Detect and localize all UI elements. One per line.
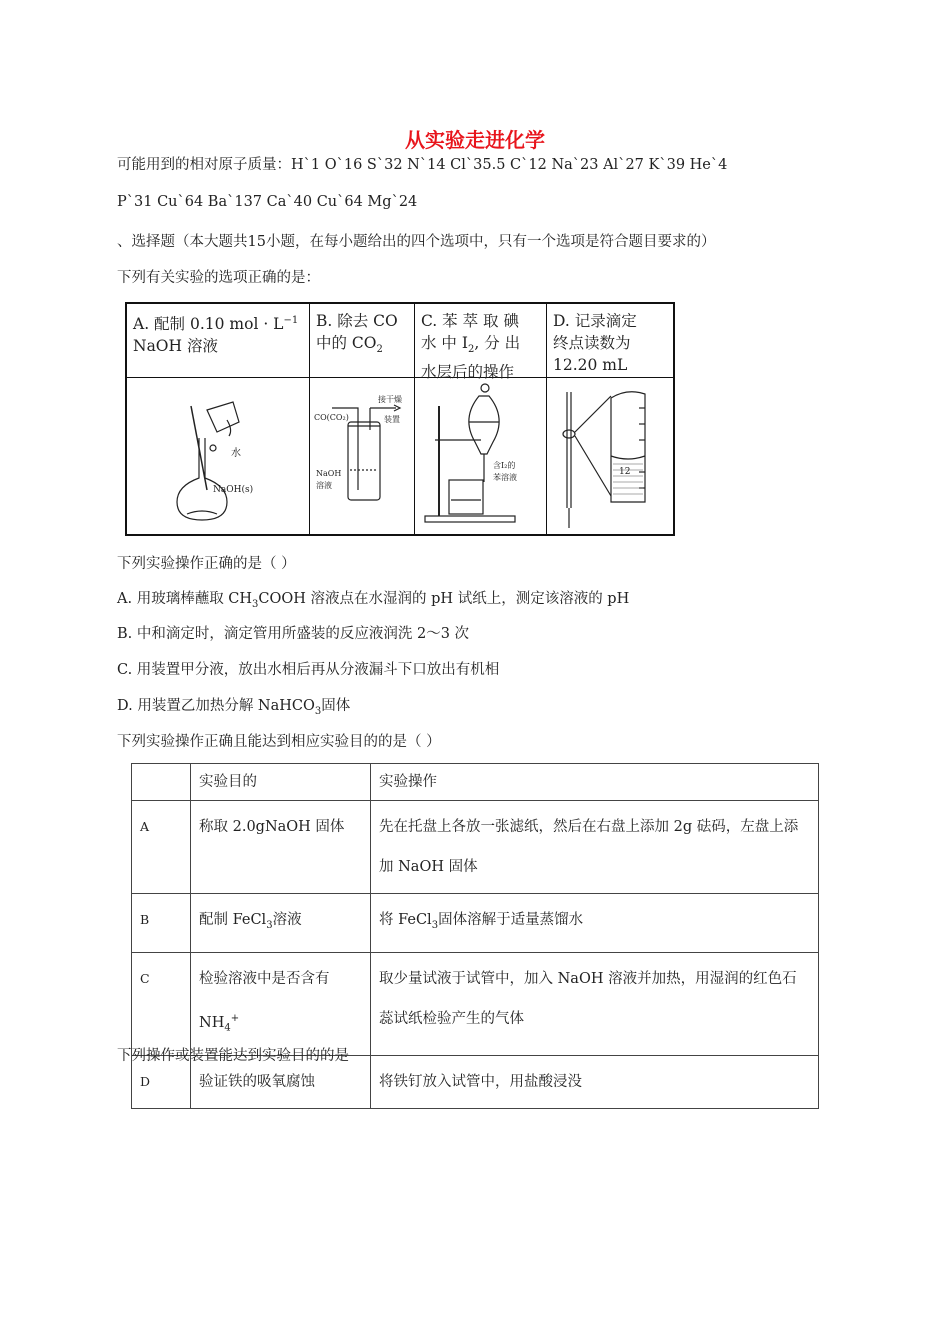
page-title: 从实验走进化学 (405, 128, 545, 152)
row-operation-post: 固体溶解于适量蒸馏水 (438, 912, 584, 928)
table-row (132, 801, 819, 894)
row-operation (371, 894, 819, 953)
table-row (132, 952, 819, 1055)
row-purpose-sub: 4 (224, 1022, 231, 1034)
option-c-line1: C. 苯 萃 取 碘 (421, 312, 519, 330)
section-heading: 、选择题（本大题共15小题，在每小题给出的四个选项中，只有一个选项是符合题目要求的） (117, 234, 716, 250)
atomic-mass-line-1: 可能用到的相对原子质量：H`1 O`16 S`32 N`14 Cl`35.5 C`12 Na`23 Al`27 K`39 He`4 (117, 157, 728, 173)
label-buret-12: 12 (619, 467, 631, 477)
row-purpose-post: 溶液 (272, 912, 302, 928)
q2-a-pre: A. 用玻璃棒蘸取 CH (117, 591, 253, 607)
buret-reading-figure (547, 378, 673, 534)
row-purpose: 称取 2.0gNaOH 固体 (191, 801, 371, 894)
row-operation: 先在托盘上各放一张滤纸，然后在右盘上添加 2g 砝码，左盘上添加 NaOH 固体 (371, 801, 819, 894)
option-c-line2: 水 中 I (421, 334, 468, 352)
header-cell-operation: 实验操作 (371, 764, 819, 801)
label-benzene-solution: 苯溶液 (493, 473, 517, 482)
row-purpose-pre: 配制 FeCl (199, 912, 267, 928)
gas-washing-bottle-figure (310, 378, 415, 534)
question-2-option-a (117, 587, 629, 610)
question-1-figure-table (125, 302, 675, 536)
q2-a-post: COOH 溶液点在水湿润的 pH 试纸上，测定该溶液的 pH (258, 591, 630, 607)
option-c-line3: 水层后的操作 (421, 363, 515, 382)
row-key: C (132, 952, 191, 1055)
option-c-cell (415, 304, 547, 382)
option-d-line2: 终点读数为 (553, 334, 631, 352)
row-purpose: 验证铁的吸氧腐蚀 (191, 1055, 371, 1108)
label-i2-benzene: 含I₂的 (493, 461, 516, 470)
row-key: D (132, 1055, 191, 1108)
volumetric-flask-figure (127, 378, 310, 534)
row-operation-pre: 将 FeCl (379, 912, 432, 928)
question-2-option-b: B. 中和滴定时，滴定管用所盛装的反应液润洗 2～3 次 (117, 626, 470, 642)
q2-d-post: 固体 (321, 698, 351, 714)
table-header-row (132, 764, 819, 801)
question-2-stem: 下列实验操作正确的是（ ） (117, 556, 296, 572)
option-c-sub: 2 (467, 344, 475, 356)
question-3-stem: 下列实验操作正确且能达到相应实验目的的是（ ） (117, 734, 441, 750)
option-b-line2: 中的 CO (316, 334, 377, 352)
label-naoh: NaOH (316, 469, 342, 478)
row-purpose-pre: 检验溶液中是否含有 NH (199, 970, 330, 1031)
row-key: B (132, 894, 191, 953)
q2-a-sub: 3 (252, 598, 259, 610)
option-a-sup: −1 (283, 315, 299, 326)
label-apparatus: 装置 (384, 415, 400, 424)
row-operation: 取少量试液于试管中，加入 NaOH 溶液并加热，用湿润的红色石蕊试纸检验产生的气体 (371, 952, 819, 1055)
label-co-co2: CO(CO₂) (314, 413, 349, 422)
q2-d-pre: D. 用装置乙加热分解 NaHCO (117, 698, 315, 714)
option-d-cell (547, 304, 673, 378)
option-c-line2-post: , 分 出 (474, 334, 521, 352)
row-operation: 将铁钉放入试管中，用盐酸浸没 (371, 1055, 819, 1108)
row-purpose-sub: 3 (266, 919, 273, 931)
table-row (132, 894, 819, 953)
question-4-stem: 下列操作或装置能达到实验目的的是 (117, 1048, 349, 1064)
option-b-sub: 2 (376, 344, 383, 356)
row-purpose (191, 952, 371, 1055)
row-purpose-sup: + (230, 1012, 240, 1024)
option-b-cell (310, 304, 415, 378)
label-solution: 溶液 (316, 481, 332, 490)
row-key: A (132, 801, 191, 894)
separatory-funnel-figure (415, 378, 547, 534)
label-naoh-solid: NaOH(s) (213, 485, 254, 495)
option-b-line1: B. 除去 CO (316, 312, 398, 330)
option-a-cell (127, 304, 310, 378)
row-operation-sub: 3 (431, 919, 439, 931)
option-d-line1: D. 记录滴定 (553, 312, 637, 330)
question-2-option-c: C. 用装置甲分液，放出水相后再从分液漏斗下口放出有机相 (117, 662, 500, 678)
question-1-stem: 下列有关实验的选项正确的是： (117, 270, 320, 286)
label-water: 水 (231, 448, 241, 459)
label-to-dryer: 接干燥 (378, 395, 402, 404)
option-a-line2: NaOH 溶液 (133, 337, 218, 356)
header-cell-purpose: 实验目的 (191, 764, 371, 801)
q2-d-sub: 3 (314, 705, 322, 717)
row-purpose (191, 894, 371, 953)
option-d-line3: 12.20 mL (553, 356, 628, 374)
question-2-option-d (117, 694, 350, 717)
atomic-mass-line-2: P`31 Cu`64 Ba`137 Ca`40 Cu`64 Mg`24 (117, 194, 418, 210)
option-a-text: A. 配制 0.10 mol · L (133, 315, 284, 334)
header-cell-empty (132, 764, 191, 801)
